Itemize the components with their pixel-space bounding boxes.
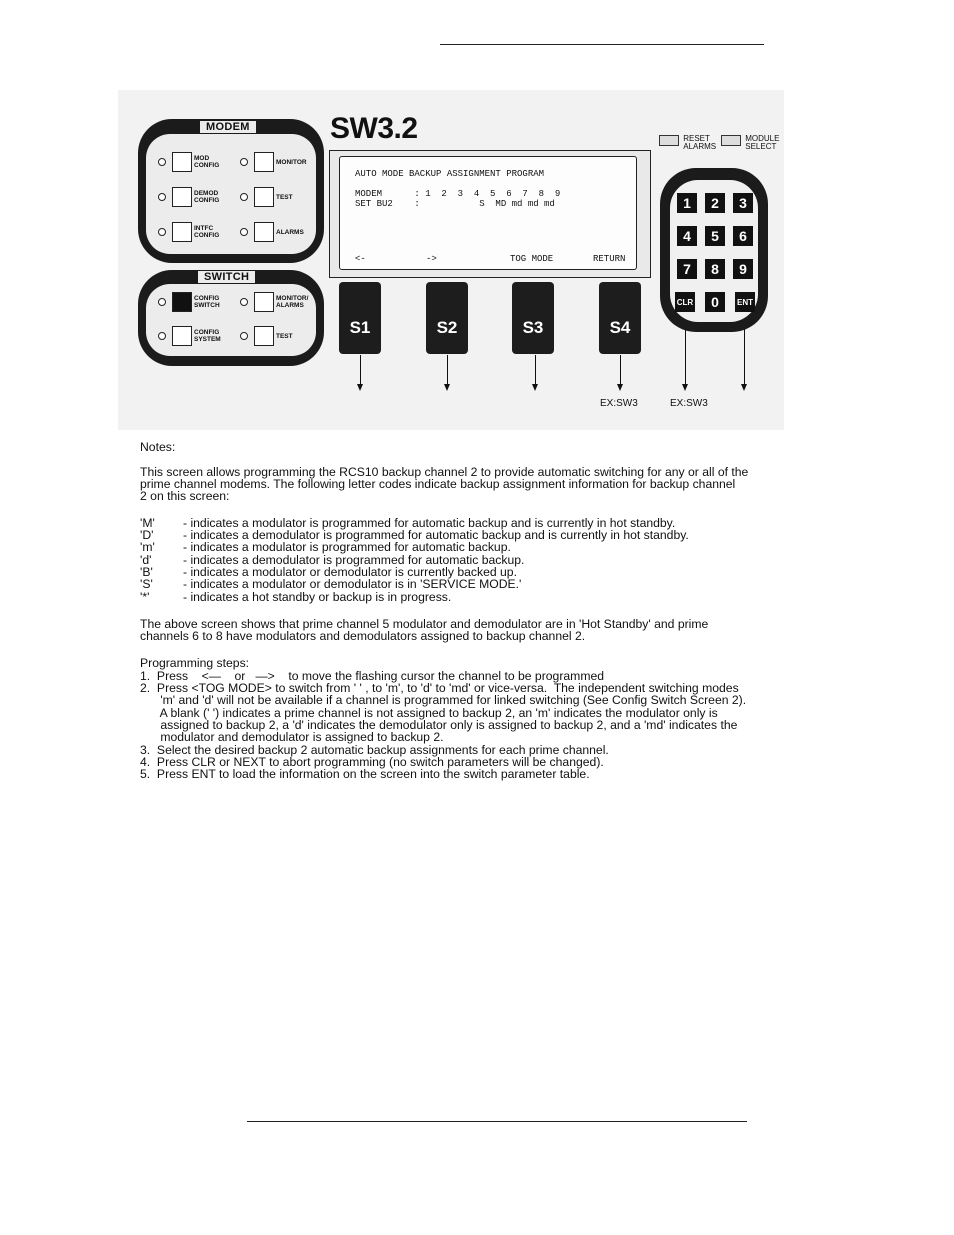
key-9[interactable]: 9: [733, 259, 753, 279]
s3-button[interactable]: S3: [512, 282, 554, 354]
code-letter: 'S': [140, 577, 153, 591]
module-select-icon: [721, 135, 741, 146]
button-label: CONFIG SYSTEM: [194, 329, 221, 343]
led-indicator: [240, 158, 248, 166]
step-line: 4. Press CLR or NEXT to abort programming (no switch parameters will be changed).: [140, 755, 604, 769]
key-clr[interactable]: CLR: [675, 292, 695, 312]
arrow-s2: [447, 355, 448, 385]
test-button-modem[interactable]: [240, 187, 316, 207]
s2-button[interactable]: S2: [426, 282, 468, 354]
arrowhead-clr: [682, 384, 688, 391]
footer-rule: [247, 1121, 747, 1122]
code-description: - indicates a modulator is programmed for automatic backup and is currently in hot standby.: [183, 516, 676, 530]
step-line: modulator and demodulator is assigned to backup 2.: [140, 730, 444, 744]
arrow-s3: [535, 355, 536, 385]
step-line: 1. Press <— or —> to move the flashing cursor the channel to be programmed: [140, 669, 605, 683]
lcd-line-2: MODEM : 1 2 3 4 5 6 7 8 9: [355, 189, 561, 199]
mod-config-button[interactable]: [158, 152, 234, 172]
lcd-softkey-right: ->: [426, 254, 437, 264]
module-select-legend: [721, 135, 785, 151]
arrowhead-ent: [741, 384, 747, 391]
key-icon: [172, 326, 192, 346]
key-8[interactable]: 8: [705, 259, 725, 279]
key-icon: [254, 326, 274, 346]
key-ent[interactable]: ENT: [735, 292, 755, 312]
button-label: INTFC CONFIG: [194, 225, 220, 239]
key-6[interactable]: 6: [733, 226, 753, 246]
reset-alarms-icon: [659, 135, 679, 146]
step-line: 5. Press ENT to load the information on the screen into the switch parameter table.: [140, 767, 590, 781]
code-description: - indicates a modulator or demodulator is currently backed up.: [183, 565, 517, 579]
led-indicator: [240, 332, 248, 340]
s4-button[interactable]: S4: [599, 282, 641, 354]
arrowhead-s1: [357, 384, 363, 391]
summary-line-2: channels 6 to 8 have modulators and demodulators assigned to backup channel 2.: [140, 629, 586, 643]
code-letter: '*': [140, 590, 150, 604]
led-indicator: [240, 228, 248, 236]
led-indicator: [158, 193, 166, 201]
reset-alarms-legend: [659, 135, 719, 151]
code-letter: 'D': [140, 528, 154, 542]
summary-line-1: The above screen shows that prime channel 5 modulator and demodulator are in 'Hot Standby' and prime: [140, 617, 709, 631]
code-letter: 'M': [140, 516, 155, 530]
lcd-softkey-return: RETURN: [593, 254, 626, 264]
button-label: CONFIG SWITCH: [194, 295, 220, 309]
arrowhead-s2: [444, 384, 450, 391]
key-icon: [172, 292, 192, 312]
monitor-button[interactable]: [240, 152, 316, 172]
step-line: assigned to backup 2, a 'd' indicates the demodulator only is assigned to backup 2, and a 'md' indicates the: [140, 718, 738, 732]
led-indicator: [240, 298, 248, 306]
arrow-s1: [360, 355, 361, 385]
key-icon: [172, 152, 192, 172]
code-letter: 'B': [140, 565, 153, 579]
config-switch-button[interactable]: [158, 292, 234, 312]
key-icon: [254, 292, 274, 312]
demod-config-button[interactable]: [158, 187, 234, 207]
lcd-softkey-tog-mode: TOG MODE: [510, 254, 554, 264]
code-description: - indicates a hot standby or backup is in progress.: [183, 590, 452, 604]
monitor-alarms-button[interactable]: [240, 292, 316, 312]
button-label: MONITOR/ ALARMS: [276, 295, 309, 309]
led-indicator: [158, 158, 166, 166]
key-icon: [254, 152, 274, 172]
arrowhead-s3: [532, 384, 538, 391]
test-button-switch[interactable]: [240, 326, 316, 346]
header-rule: [440, 44, 764, 45]
lcd-line-3: SET BU2 : S MD md md md: [355, 199, 555, 209]
exit-label-s4: EX:SW3: [600, 398, 638, 409]
arrowhead-s4: [617, 384, 623, 391]
arrow-s4: [620, 355, 621, 385]
code-description: - indicates a demodulator is programmed for automatic backup and is currently in hot standby.: [183, 528, 689, 542]
key-0[interactable]: 0: [705, 292, 725, 312]
code-letter: 'd': [140, 553, 152, 567]
notes-intro-2: prime channel modems. The following letter codes indicate backup assignment information for backup channel: [140, 477, 736, 491]
modem-panel-title: MODEM: [200, 121, 256, 133]
lcd-softkey-left: <-: [355, 254, 366, 264]
key-icon: [254, 222, 274, 242]
s1-button[interactable]: S1: [339, 282, 381, 354]
key-5[interactable]: 5: [705, 226, 725, 246]
intfc-config-button[interactable]: [158, 222, 234, 242]
notes-heading: Notes:: [140, 440, 176, 454]
code-description: - indicates a modulator or demodulator is in 'SERVICE MODE.': [183, 577, 522, 591]
led-indicator: [158, 228, 166, 236]
button-label: DEMOD CONFIG: [194, 190, 220, 204]
code-description: - indicates a demodulator is programmed for automatic backup.: [183, 553, 525, 567]
exit-label-clr: EX:SW3: [670, 398, 708, 409]
key-3[interactable]: 3: [733, 193, 753, 213]
button-label: ALARMS: [276, 228, 304, 236]
button-label: MONITOR: [276, 158, 307, 166]
step-line: 2. Press <TOG MODE> to switch from ' ' , to 'm', to 'd' to 'md' or vice-versa. The independent switching modes: [140, 681, 739, 695]
button-label: TEST: [276, 193, 293, 201]
button-label: TEST: [276, 332, 293, 340]
reset-alarms-label: RESET ALARMS: [683, 134, 717, 151]
led-indicator: [240, 193, 248, 201]
lcd-line-1: AUTO MODE BACKUP ASSIGNMENT PROGRAM: [355, 169, 545, 179]
key-7[interactable]: 7: [677, 259, 697, 279]
step-line: 3. Select the desired backup 2 automatic backup assignments for each prime channel.: [140, 743, 609, 757]
module-select-label: MODULE SELECT: [745, 134, 780, 151]
key-2[interactable]: 2: [705, 193, 725, 213]
steps-heading: Programming steps:: [140, 656, 250, 670]
code-description: - indicates a modulator is programmed for automatic backup.: [183, 540, 511, 554]
alarms-button[interactable]: [240, 222, 316, 242]
switch-panel-title: SWITCH: [198, 271, 255, 283]
code-letter: 'm': [140, 540, 155, 554]
key-1[interactable]: 1: [677, 193, 697, 213]
screen-title: SW3.2: [330, 112, 418, 145]
config-system-button[interactable]: [158, 326, 234, 346]
key-icon: [254, 187, 274, 207]
key-icon: [172, 187, 192, 207]
led-indicator: [158, 332, 166, 340]
step-line: A blank (' ') indicates a prime channel is not assigned to backup 2, an 'm' indicates the modulator only is: [140, 706, 718, 720]
key-4[interactable]: 4: [677, 226, 697, 246]
step-line: 'm' and 'd' will not be available if a channel is programmed for linked switching (See Config Switch Screen 2).: [140, 693, 747, 707]
button-label: MOD CONFIG: [194, 155, 220, 169]
notes-intro-3: 2 on this screen:: [140, 489, 230, 503]
led-indicator: [158, 298, 166, 306]
notes-intro-1: This screen allows programming the RCS10 backup channel 2 to provide automatic switching for any or all of the: [140, 465, 749, 479]
key-icon: [172, 222, 192, 242]
